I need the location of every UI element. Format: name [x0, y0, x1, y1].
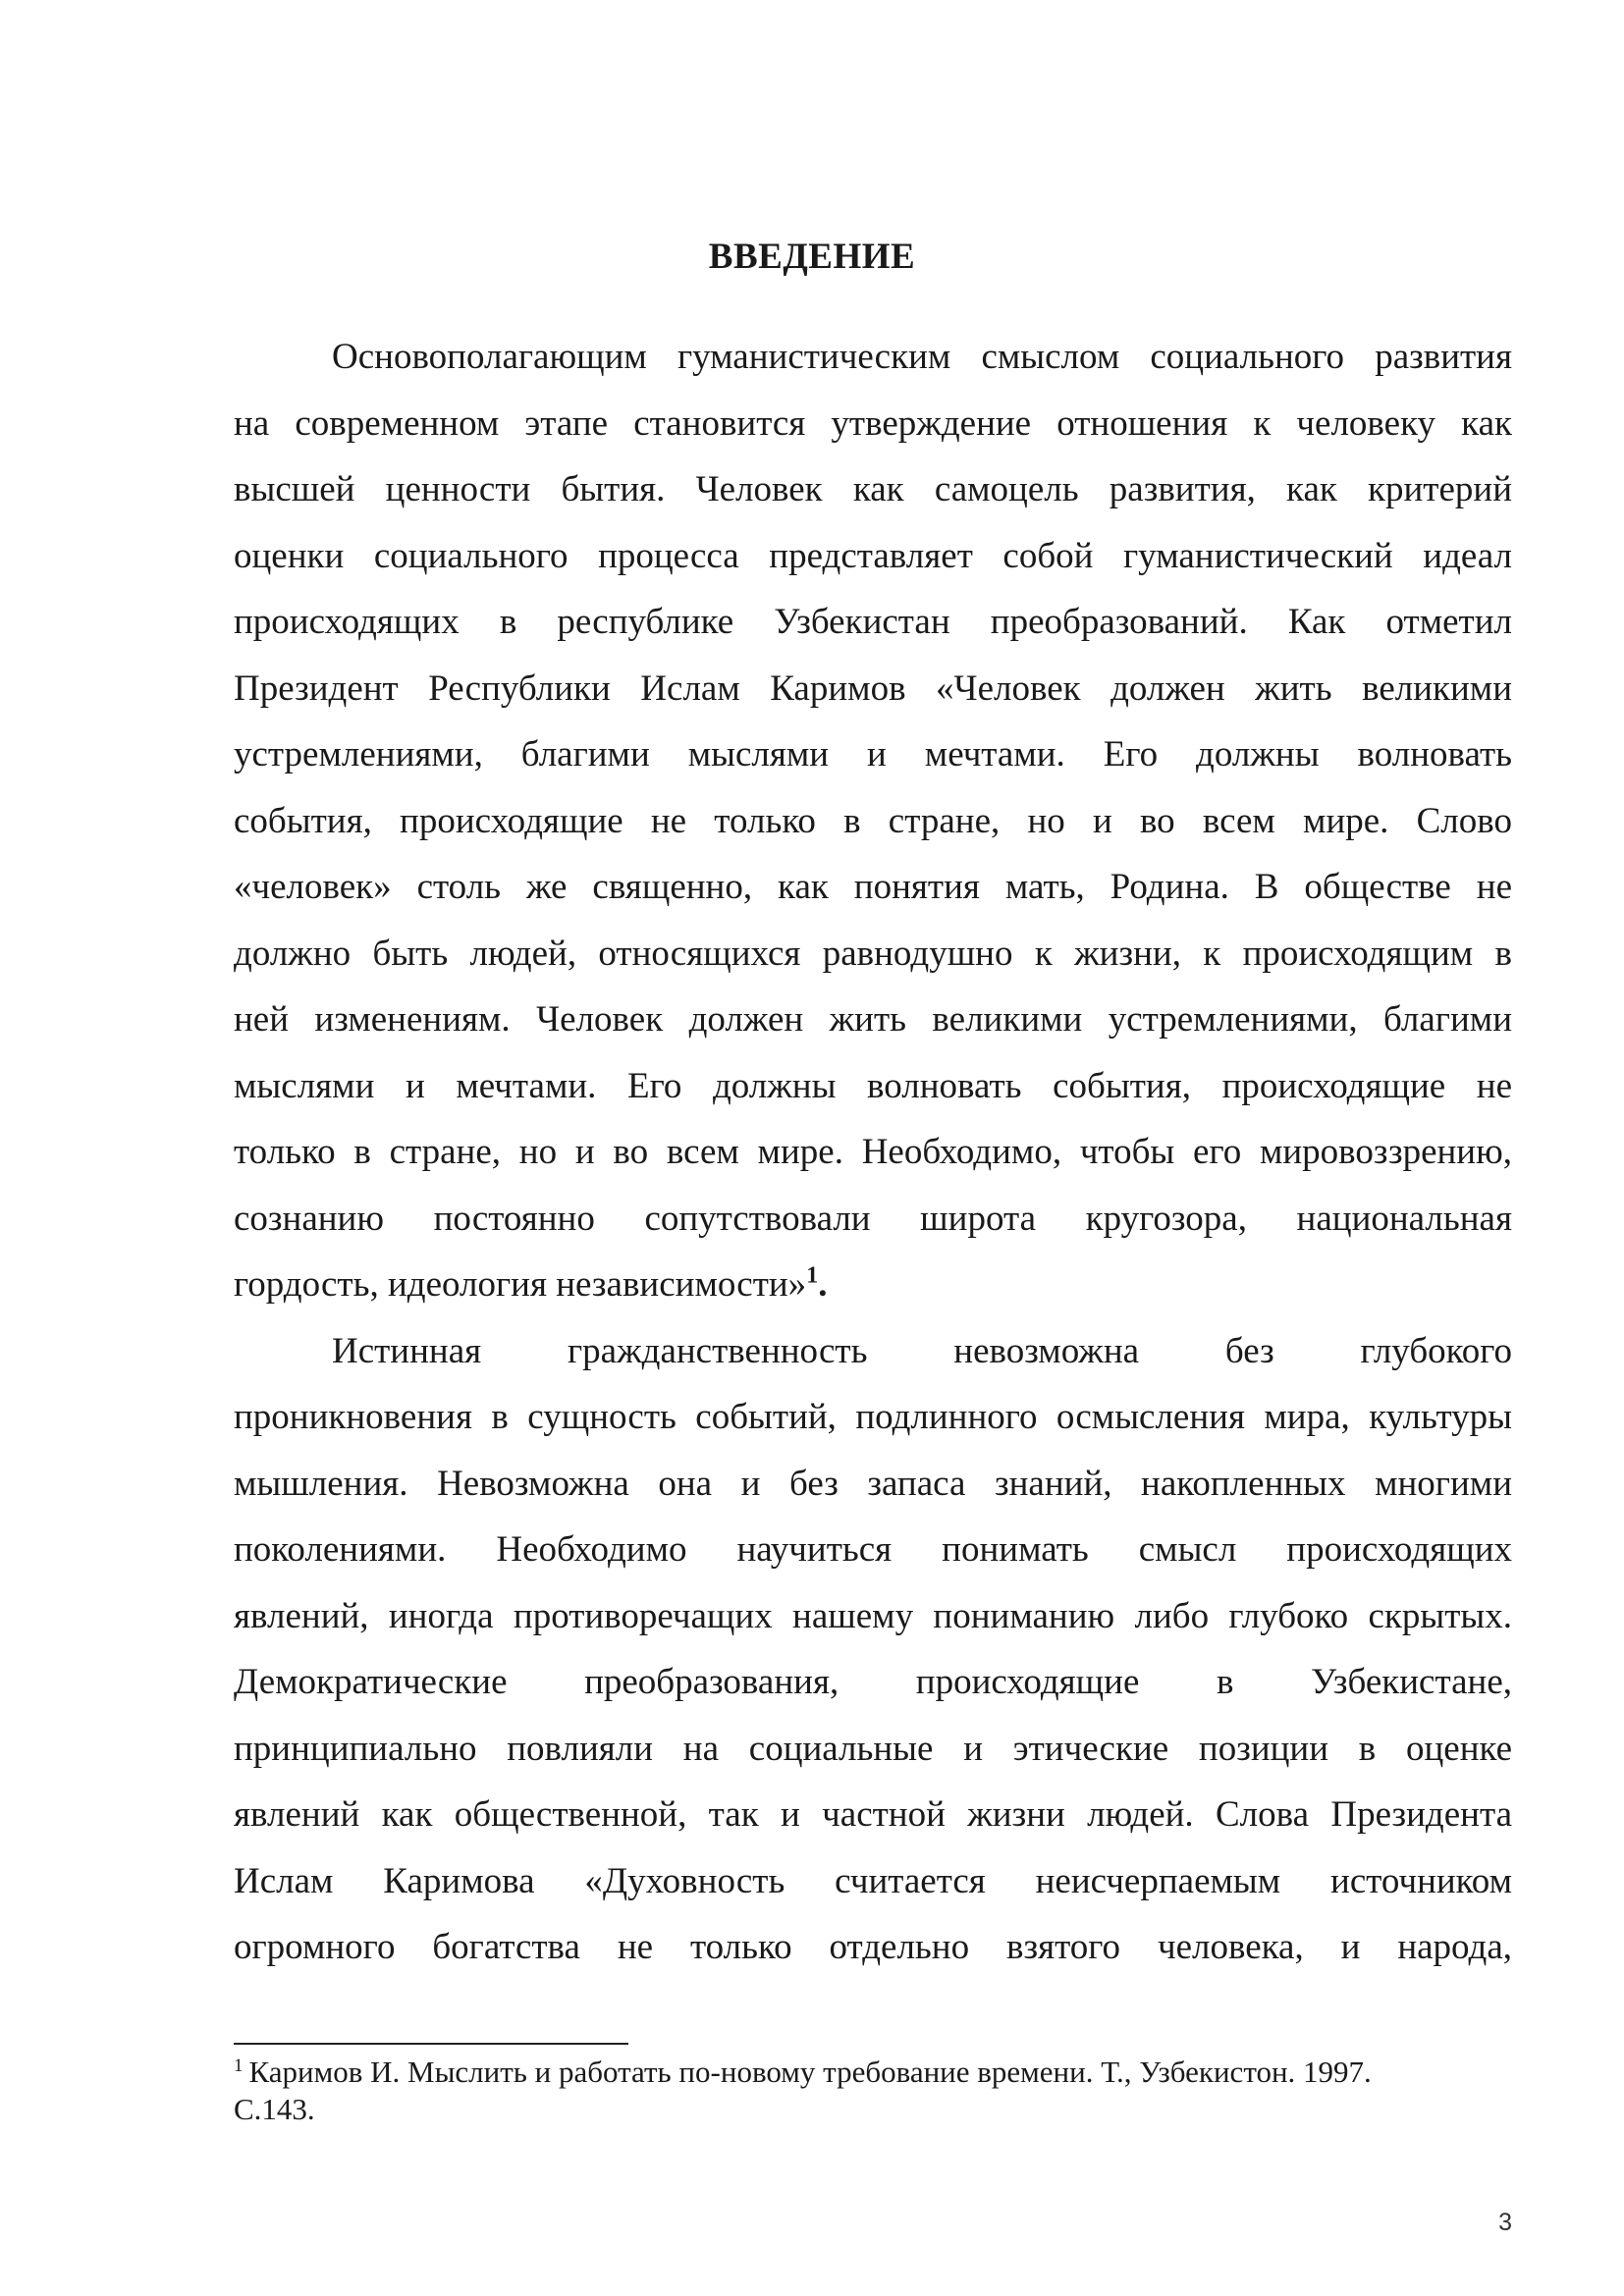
paragraph-last-line-text: гордость, идеология независимости»	[234, 1264, 807, 1305]
paragraph-line: ней изменениям. Человек должен жить великими устремлениями, благими	[234, 999, 1512, 1040]
footnote-line: С.143.	[234, 2092, 315, 2126]
paragraph-line: на современном этапе становится утверждение отношения к человеку как	[234, 402, 1512, 444]
paragraph-line: устремлениями, благими мыслями и мечтами. Его должны волновать	[234, 734, 1512, 774]
paragraph-line: принципиально повлияли на социальные и этические позиции в оценке	[234, 1728, 1512, 1769]
paragraph-2	[234, 1318, 1512, 1981]
paragraph-line: Основополагающим гуманистическим смыслом социального развития	[332, 337, 1512, 377]
paragraph-line: Демократические преобразования, происходящие в Узбекистане,	[234, 1662, 1512, 1702]
footnote-reference-tail: .	[818, 1264, 828, 1305]
page-title: ВВЕДЕНИЕ	[708, 237, 916, 277]
paragraph-line: мышления. Невозможна она и без запаса знаний, накопленных многими	[234, 1463, 1512, 1504]
paragraph-line: проникновения в сущность событий, подлинного осмысления мира, культуры	[234, 1397, 1512, 1437]
paragraph-line: Президент Республики Ислам Каримов «Человек должен жить великими	[234, 667, 1512, 709]
paragraph-line: «человек» столь же священно, как понятия мать, Родина. В обществе не	[234, 867, 1512, 907]
paragraph-line: Ислам Каримова «Духовность считается неисчерпаемым источником	[234, 1860, 1512, 1901]
paragraph-line: мыслями и мечтами. Его должны волновать события, происходящие не	[234, 1065, 1512, 1106]
paragraph-line: явлений как общественной, так и частной жизни людей. Слова Президента	[234, 1794, 1512, 1835]
footnote-text: Каримов И. Мыслить и работать по-новому требование времени. Т., Узбекистон. 1997.	[248, 2055, 1372, 2089]
footnote-reference	[806, 1264, 827, 1305]
paragraph-line: огромного богатства не только отдельно взятого человека, и народа,	[234, 1927, 1512, 1967]
paragraph-line: явлений, иногда противоречащих нашему пониманию либо глубоко скрытых.	[234, 1595, 1512, 1636]
body-text	[234, 324, 1512, 1981]
footnote-line	[234, 2054, 1512, 2091]
paragraph-line: оценки социального процесса представляет собой гуманистический идеал	[234, 535, 1512, 576]
paragraph-line: события, происходящие не только в стране, но и во всем мире. Слово	[234, 800, 1512, 841]
paragraph-line: происходящих в республике Узбекистан преобразований. Как отметил	[234, 602, 1512, 642]
paragraph-1	[234, 324, 1512, 1318]
page-number: 3	[1498, 2209, 1512, 2236]
paragraph-line: должно быть людей, относящихся равнодушно к жизни, к происходящим в	[234, 933, 1512, 974]
paragraph-last-line	[234, 1252, 1512, 1318]
footnote-divider	[234, 2043, 628, 2045]
footnote-reference-marker: 1	[806, 1262, 819, 1289]
footnote	[234, 2054, 1512, 2128]
paragraph-line: только в стране, но и во всем мире. Необходимо, чтобы его мировоззрению,	[234, 1132, 1512, 1172]
paragraph-line: сознанию постоянно сопутствовали широта кругозора, национальная	[234, 1198, 1512, 1239]
footnote-marker: 1	[234, 2055, 244, 2076]
paragraph-line: Истинная гражданственность невозможна без глубокого	[332, 1330, 1512, 1371]
paragraph-line: поколениями. Необходимо научиться понимать смысл происходящих	[234, 1529, 1512, 1570]
paragraph-line: высшей ценности бытия. Человек как самоцель развития, как критерий	[234, 469, 1512, 509]
